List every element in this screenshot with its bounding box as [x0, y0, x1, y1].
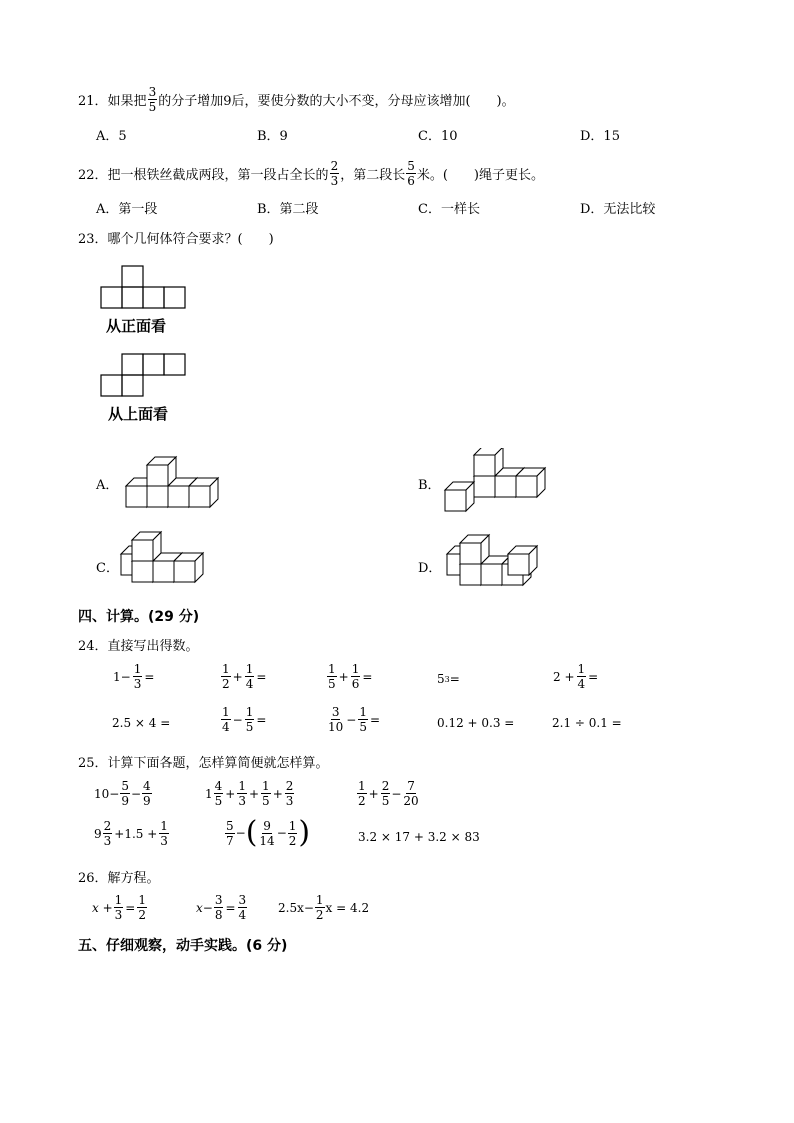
- q22-option-c[interactable]: C．一样长: [418, 202, 480, 217]
- q24-expr-2: $\frac{1}{2}$ + $\frac{1}{4}$ =: [222, 662, 267, 691]
- q21-number: 21．: [78, 94, 108, 109]
- q26-equation-2: x− $\frac{3}{8}$ = $\frac{3}{4}$: [196, 893, 247, 922]
- q26-equation-3: 2.5x− $\frac{1}{2}$ x = 4.2: [278, 893, 370, 922]
- top-view-label: 从上面看: [108, 405, 169, 423]
- q21-stem: 21． 如果把 $\frac{3}{5}$ 的分子增加9后，要使分数的大小不变，分母应该增加( )。: [78, 85, 515, 114]
- q23-option-d[interactable]: D．: [418, 561, 442, 576]
- q25-expr-2: 1 $\frac{4}{5}$ + $\frac{1}{3}$ + $\frac{1}{5}$ + $\frac{2}{3}$: [205, 779, 294, 808]
- q25-stem: 25．计算下面各题，怎样算简便就怎样算。: [78, 756, 329, 771]
- unit-cube: [508, 546, 537, 575]
- q22-option-d[interactable]: D．无法比较: [580, 202, 656, 217]
- solid-option-d-figure[interactable]: [440, 532, 552, 594]
- unit-cube: [189, 478, 218, 507]
- q24-expr-4: 5 3 =: [437, 672, 460, 686]
- q24-expr-7: $\frac{1}{4}$ − $\frac{1}{5}$ =: [222, 705, 267, 734]
- q24-expr-6: 2.5 × 4 =: [112, 716, 171, 730]
- q22-option-b[interactable]: B．第二段: [257, 202, 319, 217]
- section-5-heading: 五、仔细观察，动手实践。(6 分): [78, 938, 288, 954]
- unit-cube: [516, 468, 545, 497]
- q26-equation-1: x + $\frac{1}{3}$ = $\frac{1}{2}$: [92, 893, 146, 922]
- top-view-diagram: [100, 352, 190, 400]
- q25-expr-4: 9 $\frac{2}{3}$ +1.5 + $\frac{1}{3}$: [94, 819, 168, 848]
- q21-option-a[interactable]: A．5: [96, 129, 127, 144]
- solid-option-a-figure[interactable]: [118, 450, 230, 520]
- q23-option-a[interactable]: A．: [96, 478, 119, 493]
- q25-expr-6: 3.2 × 17 + 3.2 × 83: [358, 830, 480, 844]
- q23-option-c[interactable]: C．: [96, 561, 119, 576]
- q21-option-c[interactable]: C．10: [418, 129, 458, 144]
- q24-expr-9: 0.12 + 0.3 =: [437, 716, 515, 730]
- q24-expr-3: $\frac{1}{5}$ + $\frac{1}{6}$ =: [328, 662, 373, 691]
- front-view-label: 从正面看: [106, 317, 167, 335]
- q25-expr-3: $\frac{1}{2}$ + $\frac{2}{5}$ − $\frac{7}{20}$: [358, 779, 419, 808]
- front-view-diagram: [100, 264, 190, 312]
- solid-option-b-figure[interactable]: [440, 448, 552, 520]
- q22-option-a[interactable]: A．第一段: [96, 202, 158, 217]
- q24-expr-10: 2.1 ÷ 0.1 =: [552, 716, 622, 730]
- unit-cube: [445, 482, 474, 511]
- section-4-heading: 四、计算。(29 分): [78, 609, 200, 625]
- unit-cube: [474, 448, 503, 476]
- q24-expr-5: 2 + $\frac{1}{4}$ =: [553, 662, 599, 691]
- unit-cube: [132, 532, 161, 561]
- q22-number: 22．: [78, 168, 108, 183]
- q23-option-b[interactable]: B．: [418, 478, 441, 493]
- q21-option-d[interactable]: D．15: [580, 129, 620, 144]
- q22-fraction-2: $\frac{5}{6}$: [407, 159, 415, 188]
- q21-option-b[interactable]: B．9: [257, 129, 288, 144]
- q26-stem: 26．解方程。: [78, 871, 160, 886]
- q25-expr-1: 10− $\frac{5}{9}$ − $\frac{4}{9}$: [94, 779, 151, 808]
- q22-stem: 22． 把一根铁丝截成两段，第一段占全长的 $\frac{2}{3}$ ，第二段长 $\frac{5}{6}$ 米。( )绳子更长。: [78, 159, 545, 188]
- q21-fraction: $\frac{3}{5}$: [148, 85, 157, 114]
- solid-option-c-figure[interactable]: [118, 528, 218, 590]
- unit-cube: [174, 553, 203, 582]
- q24-expr-8: $\frac{3}{10}$ − $\frac{1}{5}$ =: [328, 705, 381, 734]
- q24-expr-1: 1− $\frac{1}{3}$ =: [113, 662, 155, 691]
- unit-cube: [460, 535, 489, 564]
- q24-stem: 24．直接写出得数。: [78, 639, 199, 654]
- q22-fraction-1: $\frac{2}{3}$: [330, 159, 339, 188]
- q25-expr-5: $\frac{5}{7}$ − ( $\frac{9}{14}$ − $\frac{1}{2}$ ): [226, 815, 311, 850]
- unit-cube: [147, 457, 176, 486]
- q23-stem: 23．哪个几何体符合要求？( ): [78, 232, 274, 247]
